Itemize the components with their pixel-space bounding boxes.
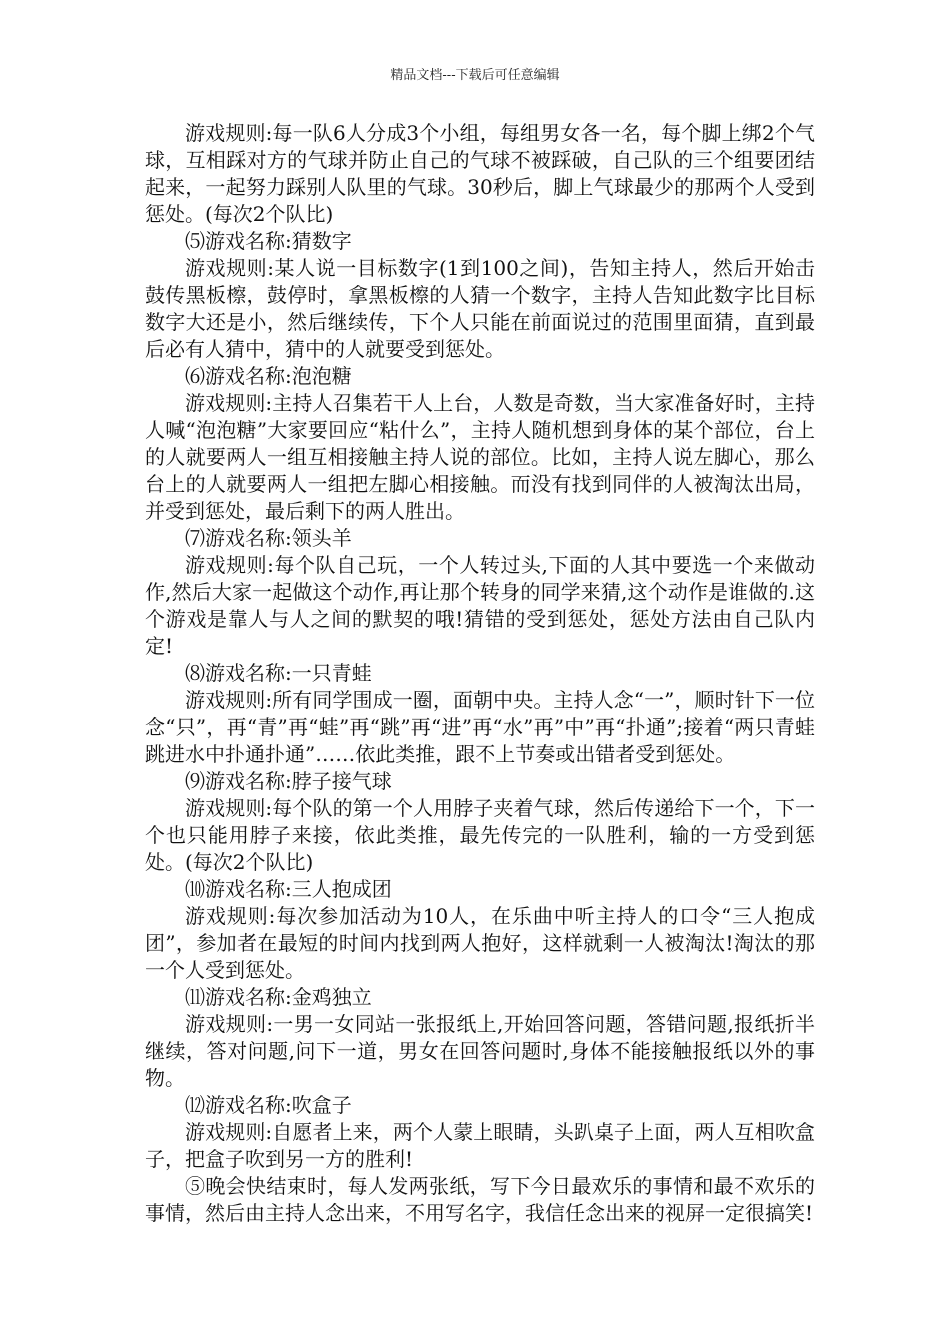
closing-paragraph: ⑤晚会快结束时，每人发两张纸，写下今日最欢乐的事情和最不欢乐的事情，然后由主持人念出来，不用写名字，我信任念出来的视屏一定很搞笑! <box>145 1174 815 1225</box>
game-title: ⑺游戏名称:领头羊 <box>185 526 352 550</box>
game-rule-paragraph: 游戏规则:每个队的第一个人用脖子夹着气球，然后传递给下一个，下一个也只能用脖子来接，依此类推，最先传完的一队胜利，输的一方受到惩处。(每次2个队比) <box>145 796 815 874</box>
game-rule-paragraph: 游戏规则:每次参加活动为10人，在乐曲中听主持人的口令“三人抱成团”，参加者在最短的时间内找到两人抱好，这样就剩一人被淘汰!淘汰的那一个人受到惩处。 <box>145 904 815 982</box>
game-rule-paragraph: 游戏规则:所有同学围成一圈，面朝中央。主持人念“一”，顺时针下一位念“只”，再“青”再“蛙”再“跳”再“进”再“水”再”中”再“扑通”;接着“两只青蛙跳进水中扑通扑通”……依此类推，跟不上节奏或出错者受到惩处。 <box>145 688 815 766</box>
game-title: ⑽游戏名称:三人抱成团 <box>185 877 392 901</box>
game-title: ⑻游戏名称:一只青蛙 <box>185 661 372 685</box>
game-rule-paragraph: 游戏规则:每一队6人分成3个小组，每组男女各一名，每个脚上绑2个气球，互相踩对方的气球并防止自己的气球不被踩破，自己队的三个组要团结起来，一起努力踩别人队里的气球。30秒后，脚上气球最少的那两个人受到惩处。(每次2个队比) <box>145 121 815 226</box>
game-title: ⑾游戏名称:金鸡独立 <box>185 985 372 1009</box>
game-title: ⑼游戏名称:脖子接气球 <box>185 769 392 793</box>
game-title: ⑸游戏名称:猜数字 <box>185 229 352 253</box>
game-title: ⑹游戏名称:泡泡糖 <box>185 364 352 388</box>
game-rule-paragraph: 游戏规则:自愿者上来，两个人蒙上眼睛，头趴桌子上面，两人互相吹盒子，把盒子吹到另一方的胜利! <box>145 1120 815 1171</box>
game-rule-paragraph: 游戏规则:每个队自己玩，一个人转过头,下面的人其中要选一个来做动作,然后大家一起做这个动作,再让那个转身的同学来猜,这个动作是谁做的.这个游戏是靠人与人之间的默契的哦!猜错的受到惩处，惩处方法由自己队内定! <box>145 553 815 658</box>
page-header: 精品文档---下载后可任意编辑 <box>390 68 560 83</box>
document-body <box>145 120 815 1227</box>
game-rule-paragraph: 游戏规则:主持人召集若干人上台，人数是奇数，当大家准备好时，主持人喊“泡泡糖”大家要回应“粘什么”，主持人随机想到身体的某个部位，台上的人就要两人一组互相接触主持人说的部位。比如，主持人说左脚心，那么台上的人就要两人一组把左脚心相接触。而没有找到同伴的人被淘汰出局，并受到惩处，最后剩下的两人胜出。 <box>145 391 815 523</box>
game-title: ⑿游戏名称:吹盒子 <box>185 1093 352 1117</box>
game-rule-paragraph: 游戏规则:一男一女同站一张报纸上,开始回答问题，答错问题,报纸折半继续，答对问题,问下一道，男女在回答问题时,身体不能接触报纸以外的事物。 <box>145 1012 815 1090</box>
game-rule-paragraph: 游戏规则:某人说一目标数字(1到100之间)，告知主持人，然后开始击鼓传黑板檫，鼓停时，拿黑板檫的人猜一个数字，主持人告知此数字比目标数字大还是小，然后继续传，下个人只能在前面说过的范围里面猜，直到最后必有人猜中，猜中的人就要受到惩处。 <box>145 256 815 361</box>
